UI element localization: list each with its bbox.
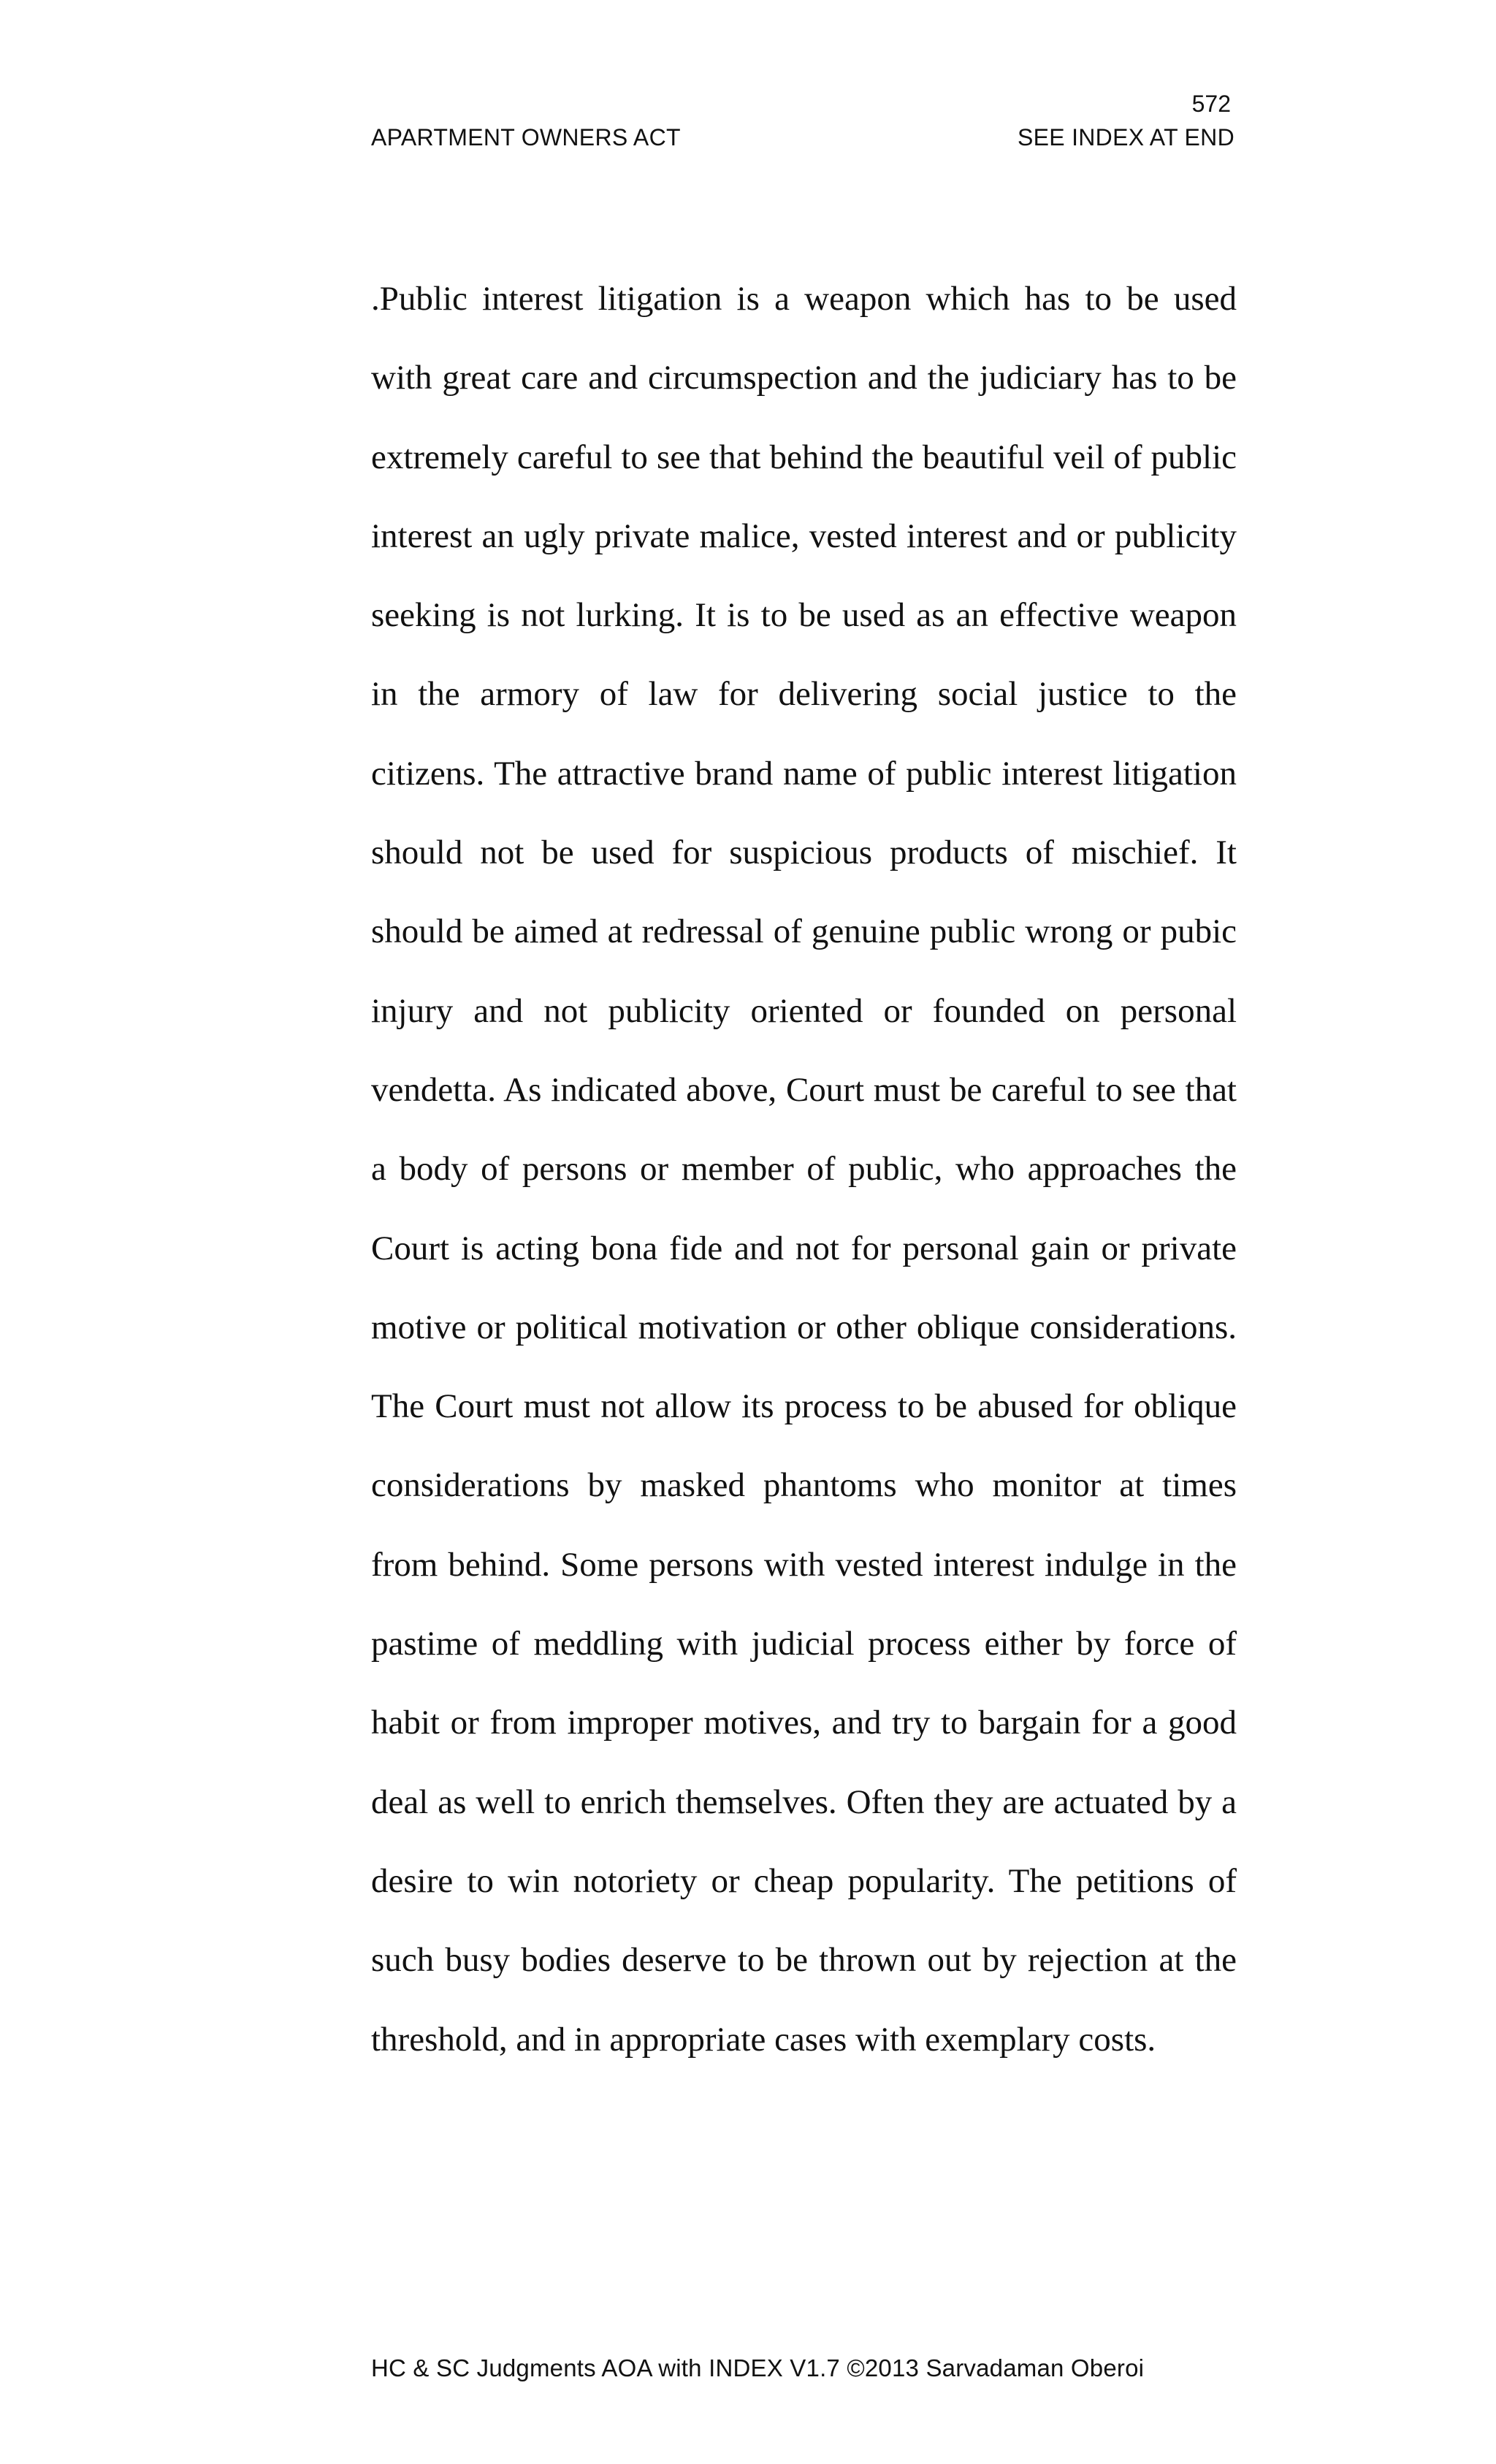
text-line: with great care and circumspection and the judiciary has to be	[371, 359, 1237, 397]
text-line: in the armory of law for delivering social justice to the	[371, 675, 1237, 714]
text-line: a body of persons or member of public, who approaches the	[371, 1150, 1237, 1189]
text-line: desire to win notoriety or cheap popularity. The petitions of	[371, 1861, 1237, 1900]
text-line: should not be used for suspicious products of mischief. It	[371, 834, 1237, 872]
text-line: vendetta. As indicated above, Court must be careful to see that	[371, 1070, 1237, 1109]
text-line: The Court must not allow its process to be abused for oblique	[371, 1387, 1237, 1426]
text-line: from behind. Some persons with vested interest indulge in the	[371, 1545, 1237, 1584]
text-line: deal as well to enrich themselves. Often they are actuated by a	[371, 1782, 1237, 1821]
text-line: .Public interest litigation is a weapon which has to be used	[371, 280, 1237, 318]
page-footer: HC & SC Judgments AOA with INDEX V1.7 ©2013 Sarvadaman Oberoi	[371, 2354, 1145, 2381]
text-line: pastime of meddling with judicial process either by force of	[371, 1625, 1237, 1663]
text-line: motive or political motivation or other oblique considerations.	[371, 1308, 1237, 1346]
text-line: injury and not publicity oriented or founded on personal	[371, 991, 1237, 1030]
text-line: citizens. The attractive brand name of public interest litigation	[371, 754, 1237, 793]
text-line-last: threshold, and in appropriate cases with exemplary costs.	[371, 2020, 1156, 2059]
body-paragraph	[371, 259, 1237, 2079]
text-line: such busy bodies deserve to be thrown out by rejection at the	[371, 1941, 1237, 1980]
running-header-index-note: SEE INDEX AT END	[1017, 124, 1234, 150]
text-line: interest an ugly private malice, vested interest and or publicity	[371, 516, 1237, 555]
text-line: should be aimed at redressal of genuine public wrong or pubic	[371, 912, 1237, 951]
text-line: habit or from improper motives, and try to bargain for a good	[371, 1704, 1237, 1742]
page-number: 572	[1191, 91, 1231, 117]
text-line: extremely careful to see that behind the beautiful veil of public	[371, 438, 1237, 476]
text-line: considerations by masked phantoms who monitor at times	[371, 1466, 1237, 1505]
running-header-title: APARTMENT OWNERS ACT	[371, 124, 681, 150]
text-line: Court is acting bona fide and not for personal gain or private	[371, 1229, 1237, 1267]
text-line: seeking is not lurking. It is to be used as an effective weapon	[371, 596, 1237, 635]
